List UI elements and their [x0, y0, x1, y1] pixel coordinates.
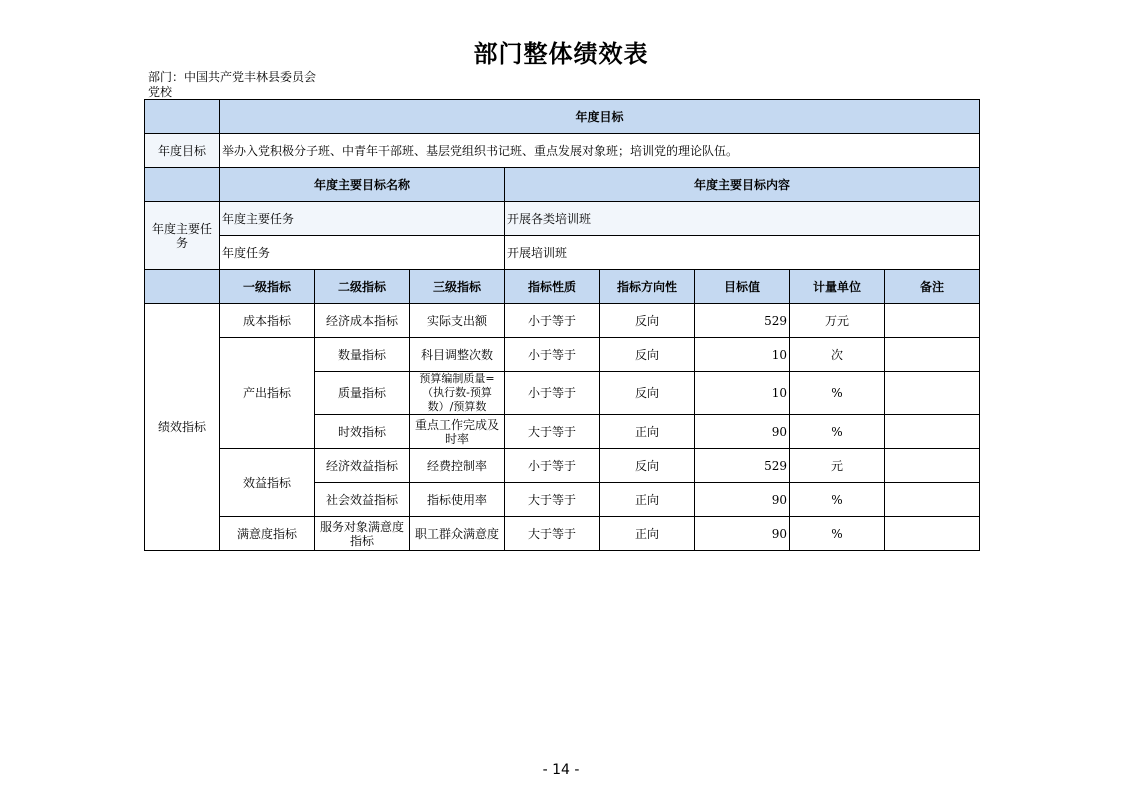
nature-cell: 大于等于 — [505, 415, 600, 449]
level2-cell: 经济成本指标 — [315, 304, 410, 338]
target-value-cell: 90 — [695, 415, 790, 449]
table-row — [145, 517, 980, 551]
level2-cell: 数量指标 — [315, 338, 410, 372]
main-task-content: 开展各类培训班 — [505, 202, 980, 236]
level1-cell: 满意度指标 — [220, 517, 315, 551]
annual-goal-row — [145, 134, 980, 168]
level3-cell: 经费控制率 — [410, 449, 505, 483]
note-cell — [885, 304, 980, 338]
nature-cell: 小于等于 — [505, 372, 600, 415]
direction-cell: 反向 — [600, 449, 695, 483]
main-task-name: 年度任务 — [220, 236, 505, 270]
nature-cell: 大于等于 — [505, 517, 600, 551]
performance-table — [144, 99, 980, 551]
main-task-row — [145, 202, 980, 236]
target-value-cell: 10 — [695, 372, 790, 415]
table-row — [145, 338, 980, 372]
unit-cell: 元 — [790, 449, 885, 483]
performance-label: 绩效指标 — [145, 304, 220, 551]
unit-cell: 万元 — [790, 304, 885, 338]
level2-cell: 社会效益指标 — [315, 483, 410, 517]
note-cell — [885, 338, 980, 372]
annual-goal-header: 年度目标 — [220, 100, 980, 134]
level3-cell: 职工群众满意度 — [410, 517, 505, 551]
level1-cell: 效益指标 — [220, 449, 315, 517]
page-title: 部门整体绩效表 — [473, 40, 649, 68]
column-header: 目标值 — [695, 270, 790, 304]
level1-cell: 成本指标 — [220, 304, 315, 338]
level3-cell: 实际支出额 — [410, 304, 505, 338]
level1-cell: 产出指标 — [220, 338, 315, 449]
level3-cell: 指标使用率 — [410, 483, 505, 517]
unit-cell: % — [790, 517, 885, 551]
note-cell — [885, 372, 980, 415]
level2-cell: 质量指标 — [315, 372, 410, 415]
nature-cell: 小于等于 — [505, 304, 600, 338]
direction-cell: 反向 — [600, 304, 695, 338]
main-goal-content-header: 年度主要目标内容 — [505, 168, 980, 202]
header-corner-cell — [145, 270, 220, 304]
table-header-row — [145, 100, 980, 134]
target-value-cell: 90 — [695, 483, 790, 517]
table-row — [145, 304, 980, 338]
direction-cell: 反向 — [600, 372, 695, 415]
main-goal-header-row — [145, 168, 980, 202]
unit-cell: % — [790, 372, 885, 415]
annual-goal-label: 年度目标 — [145, 134, 220, 168]
table-row — [145, 449, 980, 483]
annual-goal-text: 举办入党积极分子班、中青年干部班、基层党组织书记班、重点发展对象班；培训党的理论队伍。 — [220, 134, 980, 168]
level3-cell: 预算编制质量=（执行数-预算数）/预算数 — [410, 372, 505, 415]
note-cell — [885, 517, 980, 551]
level2-cell: 时效指标 — [315, 415, 410, 449]
main-goal-name-header: 年度主要目标名称 — [220, 168, 505, 202]
target-value-cell: 529 — [695, 304, 790, 338]
unit-cell: % — [790, 483, 885, 517]
page-number: - 14 - — [542, 762, 580, 778]
target-value-cell: 90 — [695, 517, 790, 551]
level3-cell: 重点工作完成及时率 — [410, 415, 505, 449]
nature-cell: 小于等于 — [505, 338, 600, 372]
nature-cell: 小于等于 — [505, 449, 600, 483]
indicator-header-row — [145, 270, 980, 304]
level2-cell: 经济效益指标 — [315, 449, 410, 483]
target-value-cell: 10 — [695, 338, 790, 372]
header-corner-cell — [145, 100, 220, 134]
column-header: 备注 — [885, 270, 980, 304]
column-header: 指标方向性 — [600, 270, 695, 304]
main-task-content: 开展培训班 — [505, 236, 980, 270]
main-task-name: 年度主要任务 — [220, 202, 505, 236]
header-corner-cell — [145, 168, 220, 202]
column-header: 指标性质 — [505, 270, 600, 304]
direction-cell: 正向 — [600, 483, 695, 517]
unit-cell: 次 — [790, 338, 885, 372]
direction-cell: 正向 — [600, 517, 695, 551]
note-cell — [885, 483, 980, 517]
column-header: 二级指标 — [315, 270, 410, 304]
column-header: 一级指标 — [220, 270, 315, 304]
main-task-label: 年度主要任务 — [145, 202, 220, 270]
nature-cell: 大于等于 — [505, 483, 600, 517]
unit-cell: % — [790, 415, 885, 449]
column-header: 三级指标 — [410, 270, 505, 304]
level3-cell: 科目调整次数 — [410, 338, 505, 372]
level2-cell: 服务对象满意度指标 — [315, 517, 410, 551]
note-cell — [885, 415, 980, 449]
column-header: 计量单位 — [790, 270, 885, 304]
target-value-cell: 529 — [695, 449, 790, 483]
department-label: 部门：中国共产党丰林县委员会党校 — [148, 70, 317, 99]
note-cell — [885, 449, 980, 483]
direction-cell: 正向 — [600, 415, 695, 449]
direction-cell: 反向 — [600, 338, 695, 372]
main-task-row — [145, 236, 980, 270]
